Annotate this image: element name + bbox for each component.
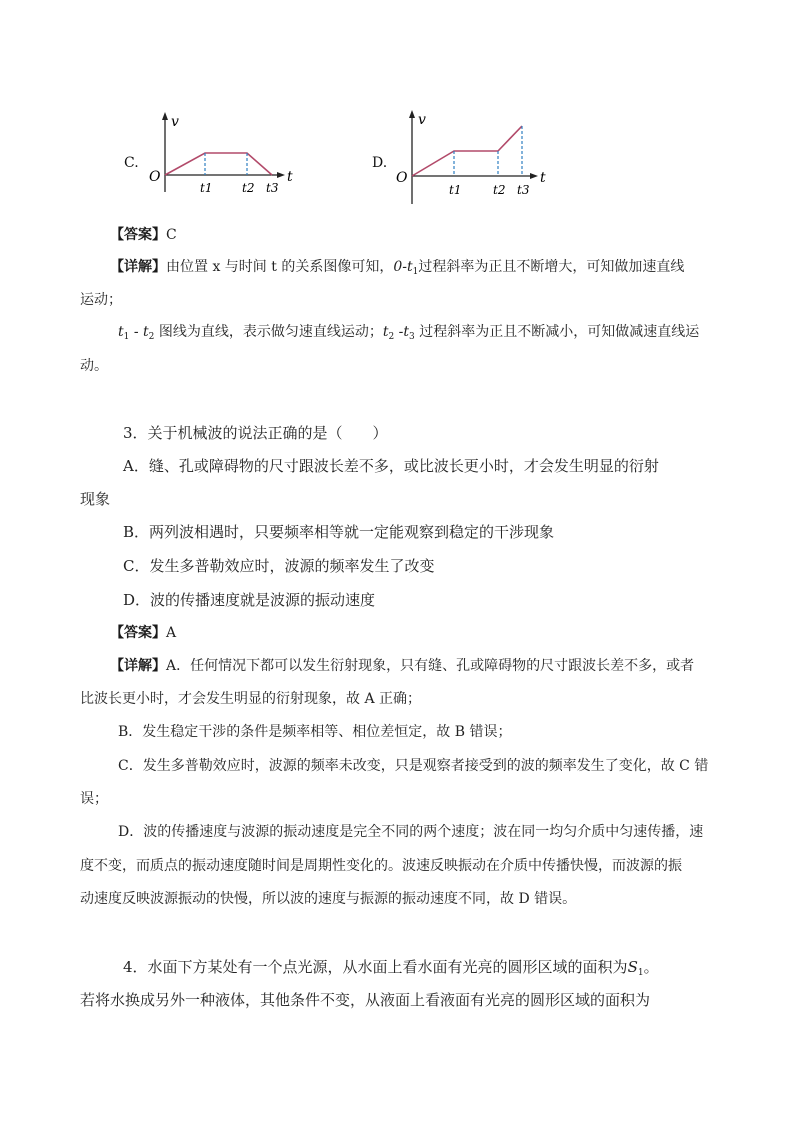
math-sub: 1 [123, 332, 130, 342]
graph-d [392, 106, 557, 206]
q3-option-c: C．发生多普勒效应时，波源的频率发生了改变 [123, 557, 435, 575]
velocity-curve [165, 153, 272, 175]
q2-answer [110, 225, 177, 245]
q2-explain-line-3 [118, 322, 699, 347]
option-c-label: C. [124, 155, 139, 171]
q3-option-a-2: 现象 [80, 490, 111, 508]
explain-text: 图线为直线，表示做匀速直线运动； [154, 324, 383, 340]
v-axis-arrow [409, 110, 415, 118]
q3-explain-c-2: 误； [80, 791, 108, 807]
math-sub: 3 [409, 332, 415, 342]
q3-explain-d-1: D．波的传播速度与波源的振动速度是完全不同的两个速度；波在同一均匀介质中匀速传播，速 [118, 824, 704, 840]
math-t: -t [394, 324, 410, 340]
origin-label: O [396, 170, 408, 186]
answer-tag: 【答案】 [110, 227, 166, 243]
q3-explain-d-3: 动速度反映波源振动的快慢，所以波的速度与振源的振动速度不同，故 D 错误。 [80, 891, 577, 907]
tick-t3: t3 [266, 181, 279, 195]
math-sub: 2 [148, 332, 155, 342]
q3-explain-d-2: 度不变，而质点的振动速度随时间是周期性变化的。波速反映振动在介质中传播快慢，而波源的振 [80, 858, 682, 874]
q3-answer [110, 623, 176, 643]
math-sub: 1 [637, 968, 644, 978]
origin-label: O [149, 169, 161, 185]
explain-text: 由位置 x 与时间 t 的关系图像可知， [166, 259, 394, 275]
q4-stem-line-1 [123, 957, 659, 983]
v-axis-arrow [162, 112, 168, 120]
tick-t1: t1 [449, 183, 462, 197]
graph-c [145, 110, 305, 205]
stem-text: 。 [643, 958, 659, 976]
q3-stem: 3．关于机械波的说法正确的是（ ） [123, 424, 388, 442]
q4-stem-line-2: 若将水换成另外一种液体，其他条件不变，从液面上看液面有光亮的圆形区域的面积为 [80, 991, 651, 1009]
math-var: S [627, 958, 638, 976]
math-sub: 1 [412, 267, 419, 277]
q2-explain-line-2: 运动； [80, 292, 122, 308]
tick-t3: t3 [517, 183, 530, 197]
option-d-label: D. [372, 155, 388, 171]
explain-tag: 【详解】 [110, 259, 166, 275]
q3-explain-a-2: 比波长更小时，才会发生明显的衍射现象，故 A 正确； [80, 691, 422, 707]
math-t: t [382, 324, 389, 340]
axis-v-label: v [171, 114, 179, 130]
axis-t-label: t [540, 170, 546, 186]
q3-option-a-1: A．缝、孔或障碍物的尺寸跟波长差不多，或比波长更小时，才会发生明显的衍射 [123, 457, 659, 475]
q3-option-b: B．两列波相遇时，只要频率相等就一定能观察到稳定的干涉现象 [123, 523, 555, 541]
q2-explain-line-1 [110, 257, 684, 282]
stem-text: 4．水面下方某处有一个点光源，从水面上看水面有光亮的圆形区域的面积为 [123, 958, 628, 976]
answer-value: A [166, 625, 177, 641]
math-expr: 0-t [393, 259, 413, 275]
tick-t2: t2 [242, 181, 255, 195]
math-t: t [118, 324, 124, 340]
answer-tag: 【答案】 [110, 625, 166, 641]
q2-explain-line-4: 动。 [80, 358, 108, 374]
math-sub: 2 [388, 332, 395, 342]
tick-t2: t2 [493, 183, 506, 197]
q3-explain-c-1: C．发生多普勒效应时，波源的频率未改变，只是观察者接受到的波的频率发生了变化，故 C 错 [118, 758, 709, 774]
q3-explain-a-1 [110, 656, 694, 676]
explain-text: 过程斜率为正且不断增大，可知做加速直线 [418, 259, 685, 275]
axis-v-label: v [418, 112, 426, 128]
tick-t1: t1 [200, 181, 213, 195]
explain-text: A．任何情况下都可以发生衍射现象，只有缝、孔或障碍物的尺寸跟波长差不多，或者 [166, 658, 695, 674]
t-axis-arrow [530, 173, 538, 179]
q3-explain-b: B．发生稳定干涉的条件是频率相等、相位差恒定，故 B 错误； [118, 724, 512, 740]
explain-text: 过程斜率为正且不断减小，可知做减速直线运 [414, 324, 700, 340]
explain-tag: 【详解】 [110, 658, 166, 674]
velocity-curve [412, 126, 522, 176]
axis-t-label: t [287, 169, 293, 185]
q3-option-d: D．波的传播速度就是波源的振动速度 [123, 591, 376, 609]
t-axis-arrow [277, 172, 285, 178]
answer-value: C [166, 227, 177, 243]
math-t: - t [129, 324, 149, 340]
